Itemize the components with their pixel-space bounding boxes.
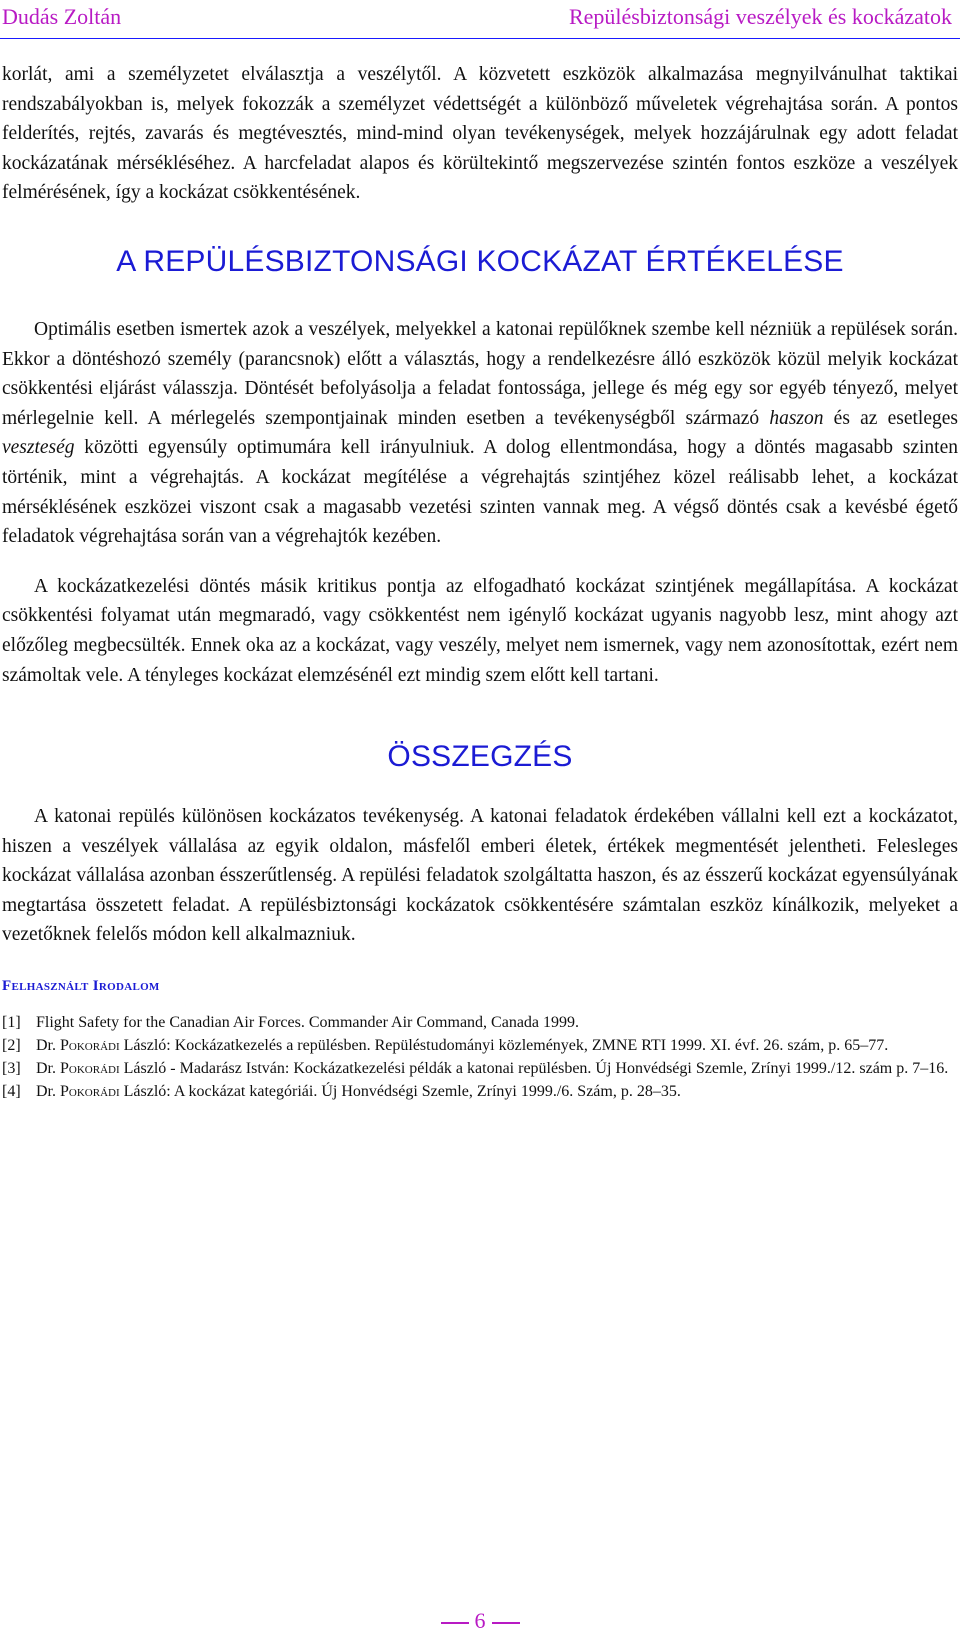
section-heading-risk-assessment: A REPÜLÉSBIZTONSÁGI KOCKÁZAT ÉRTÉKELÉSE (116, 244, 844, 278)
references-list (2, 1011, 958, 1103)
footer-dash-right (492, 1622, 520, 1624)
risk-assessment-paragraph-2: A kockázatkezelési döntés másik kritikus pontja az elfogadható kockázat szintjének megállapítása. A kockázat csökkentési folyamat után megmaradó, vagy csökkentést nem igénylő kockázat ugyanis nagyobb lesz, mint ahogy azt előzőleg megbecsülték. Ennek oka az a kockázat, vagy veszély, melyet nem ismernek, vagy nem azonosítottak, ezért nem számoltak vele. A tényleges kockázat elemzésénél ezt mindig szem előtt kell tartani. (2, 575, 958, 686)
references-heading (2, 978, 958, 995)
reference-number: [1] (2, 1014, 21, 1032)
references-heading-word-1: Felhasznált (2, 978, 89, 995)
reference-item: [4] Dr. Pokorádi László: A kockázat kategóriái. Új Honvédségi Szemle, Zrínyi 1999./6. Szám, p. 28–35. (2, 1080, 958, 1103)
reference-item: [2] Dr. Pokorádi László: Kockázatkezelés a repülésben. Repüléstudományi közlemények, ZMNE RTI 1999. XI. évf. 26. szám, p. 65–77. (2, 1034, 958, 1057)
reference-item: [3] Dr. Pokorádi László - Madarász István: Kockázatkezelési példák a katonai repülésben. Új Honvédségi Szemle, Zrínyi 1999./12. szám p. 7–16. (2, 1057, 958, 1080)
page-number: 6 (474, 1608, 486, 1633)
reference-item: [1] Flight Safety for the Canadian Air Forces. Commander Air Command, Canada 1999. (2, 1011, 958, 1034)
header-author: Dudás Zoltán (2, 4, 122, 29)
reference-number: [4] (2, 1083, 21, 1101)
summary-paragraph: A katonai repülés különösen kockázatos tevékenység. A katonai feladatok érdekében vállalni kell ezt a kockázatot, hiszen a veszélyek vállalása az egyik oldalon, másfelől emberi életek, értékek megmentését jelentheti. Felesleges kockázat vállalása azonban ésszerűtlenség. A repülési feladatok szolgáltatta haszon, és az ésszerű kockázat egyensúlyának megtartása összetett feladat. A repülésbiztonsági kockázatok csökkentésére számtalan eszköz kínálkozik, melyeket a vezetőknek felelős módon kell alkalmazniuk. (2, 806, 958, 946)
intro-paragraph: korlát, ami a személyzetet elválasztja a veszélytől. A közvetett eszközök alkalmazása megnyilvánulhat taktikai rendszabályokban is, melyek fokozzák a személyzet védettségét a különböző műveletek végrehajtása során. A pontos felderítés, rejtés, zavarás és megtévesztés, mind-mind olyan tevékenységek, melyek hozzájárulnak egy adott feladat kockázatának mérsékléséhez. A harcfeladat alapos és körültekintő megszervezése szintén fontos eszköze a veszélyek felmérésének, így a kockázat csökkentésének. (2, 64, 958, 204)
references-heading-word-2: Irodalom (92, 978, 160, 995)
risk-assessment-paragraph-1: Optimális esetben ismertek azok a veszélyek, melyekkel a katonai repülőknek szembe kell nézniük a repülések során. Ekkor a döntéshozó személy (parancsnok) előtt a választás, hogy a rendelkezésre álló eszközök közül melyik kockázat csökkentési eljárást válasszja. Döntését befolyásolja a feladat fontossága, jellege és még egy sor egyéb tényező, melyet mérlegelnie kell. A mérlegelés szempontjainak minden esetben a tevékenységből származó haszon és az esetleges veszteség közötti egyensúly optimumára kell irányulniuk. A dolog ellentmondása, hogy a döntés magasabb szinten történik, mint a végrehajtás. A kockázat megítélése a végrehajtás szintjéhez közel reálisabb lehet, a kockázat mérséklésének eszközei viszont csak a magasabb vezetési szinten vannak meg. A végső döntés csak a kevésbé égető feladatok végrehajtása során van a végrehajtók kezében. (2, 318, 958, 548)
reference-number: [3] (2, 1060, 21, 1078)
header-title: Repülésbiztonsági veszélyek és kockázatok (568, 4, 952, 29)
section-heading-summary: ÖSSZEGZÉS (387, 740, 573, 774)
running-header (0, 2, 960, 39)
page-footer (0, 1608, 960, 1634)
reference-number: [2] (2, 1037, 21, 1055)
main-content (2, 60, 958, 1103)
footer-dash-left (441, 1622, 469, 1624)
